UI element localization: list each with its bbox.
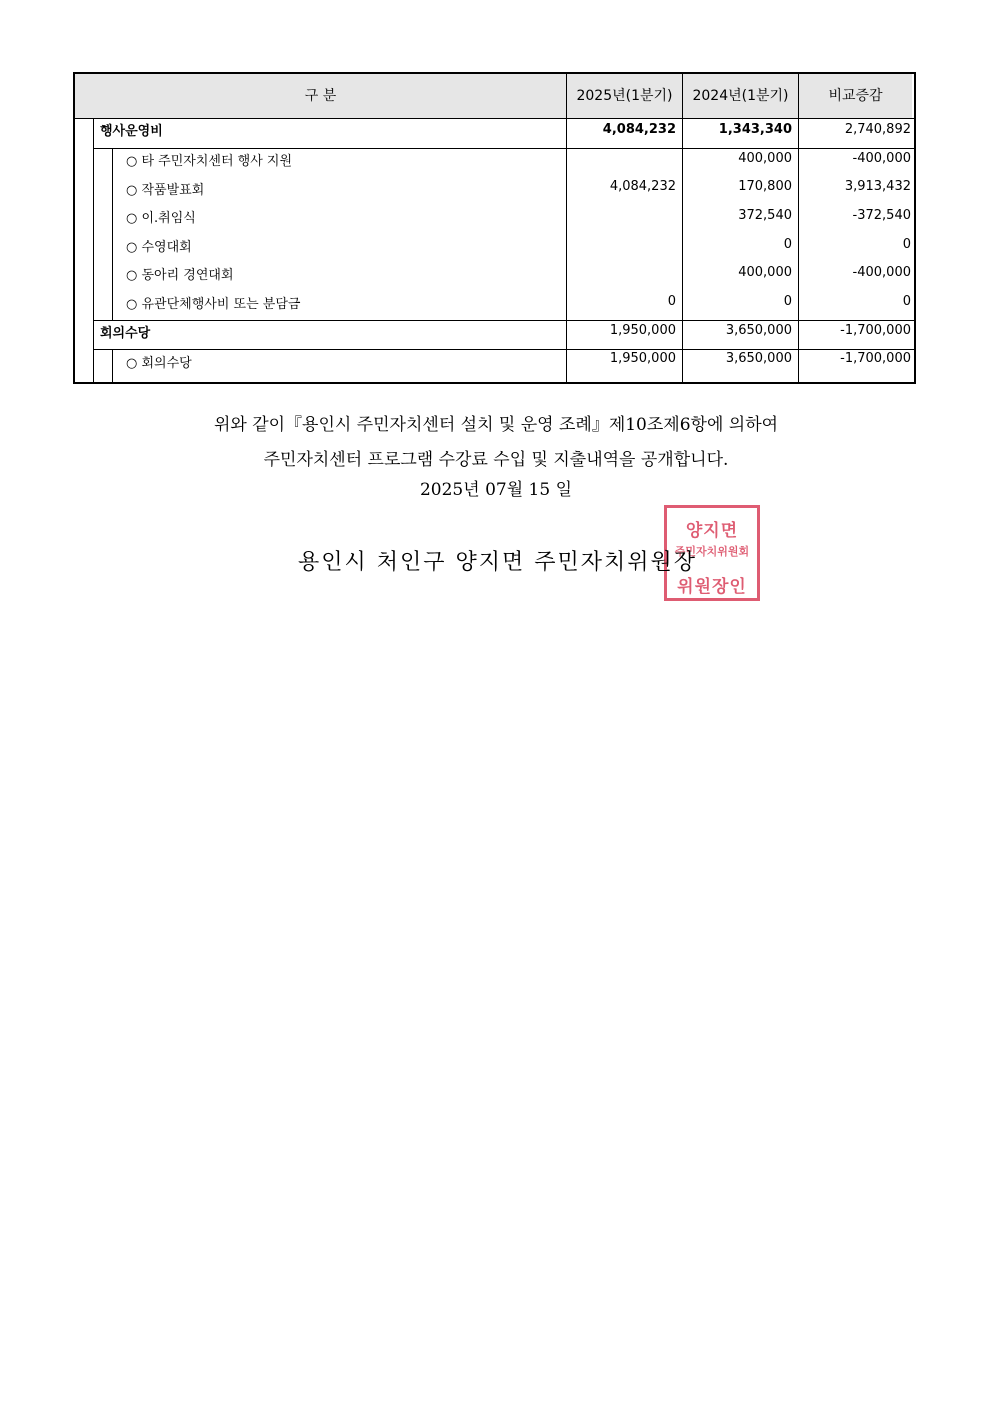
row-value-2024: 400,000 — [738, 265, 792, 280]
indent-divider — [112, 349, 113, 382]
row-value-diff: -1,700,000 — [840, 323, 911, 338]
header-divider — [73, 118, 914, 119]
notice-line-1: 위와 같이『용인시 주민자치센터 설치 및 운영 조례』제10조제6항에 의하여 — [213, 415, 779, 435]
row-value-2024: 372,540 — [738, 208, 792, 223]
row-value-2024: 3,650,000 — [725, 323, 792, 338]
row-value-diff: -1,700,000 — [840, 351, 911, 366]
row-value-2024: 0 — [783, 294, 792, 309]
row-label: ○ 동아리 경연대회 — [126, 268, 234, 283]
row-value-2025: 0 — [667, 294, 676, 309]
row-value-2024: 1,343,340 — [718, 122, 792, 137]
row-value-2025: 1,950,000 — [609, 351, 676, 366]
row-divider — [93, 320, 914, 321]
signatory: 용인시 처인구 양지면 주민자치위원장 — [298, 550, 698, 575]
row-value-diff: -400,000 — [852, 265, 911, 280]
row-label: 행사운영비 — [100, 124, 163, 139]
row-label: ○ 작품발표회 — [126, 183, 205, 198]
header-2025: 2025년(1분기) — [576, 88, 673, 104]
seal-line-3: 위원장인 — [677, 577, 747, 597]
row-value-2025: 1,950,000 — [609, 323, 676, 338]
row-label: 회의수당 — [100, 326, 151, 341]
row-value-2024: 3,650,000 — [725, 351, 792, 366]
header-category: 구 분 — [304, 88, 337, 104]
row-value-2025: 4,084,232 — [602, 122, 676, 137]
row-divider — [93, 349, 914, 350]
row-value-diff: -372,540 — [852, 208, 911, 223]
row-value-diff: -400,000 — [852, 151, 911, 166]
row-label: ○ 이.취임식 — [126, 211, 196, 226]
header-2024: 2024년(1분기) — [692, 88, 789, 104]
row-label: ○ 회의수당 — [126, 356, 192, 371]
row-value-2025: 4,084,232 — [609, 179, 676, 194]
row-value-2024: 400,000 — [738, 151, 792, 166]
seal-line-2: 주민자치위원회 — [674, 545, 750, 558]
row-label: ○ 타 주민자치센터 행사 지원 — [126, 154, 293, 169]
seal-line-1: 양지면 — [685, 521, 739, 541]
header-difference: 비교증감 — [828, 88, 883, 104]
row-value-diff: 0 — [902, 294, 911, 309]
notice-date: 2025년 07월 15 일 — [419, 480, 572, 500]
row-label: ○ 유관단체행사비 또는 분담금 — [126, 297, 301, 312]
row-value-diff: 0 — [902, 237, 911, 252]
notice-line-2: 주민자치센터 프로그램 수강료 수입 및 지출내역을 공개합니다. — [263, 450, 729, 470]
indent-divider — [93, 118, 94, 382]
row-value-2024: 170,800 — [738, 179, 792, 194]
row-value-diff: 3,913,432 — [844, 179, 911, 194]
indent-divider — [112, 148, 113, 320]
row-value-2024: 0 — [783, 237, 792, 252]
row-value-diff: 2,740,892 — [844, 122, 911, 137]
row-divider — [93, 148, 914, 149]
row-label: ○ 수영대회 — [126, 240, 192, 255]
